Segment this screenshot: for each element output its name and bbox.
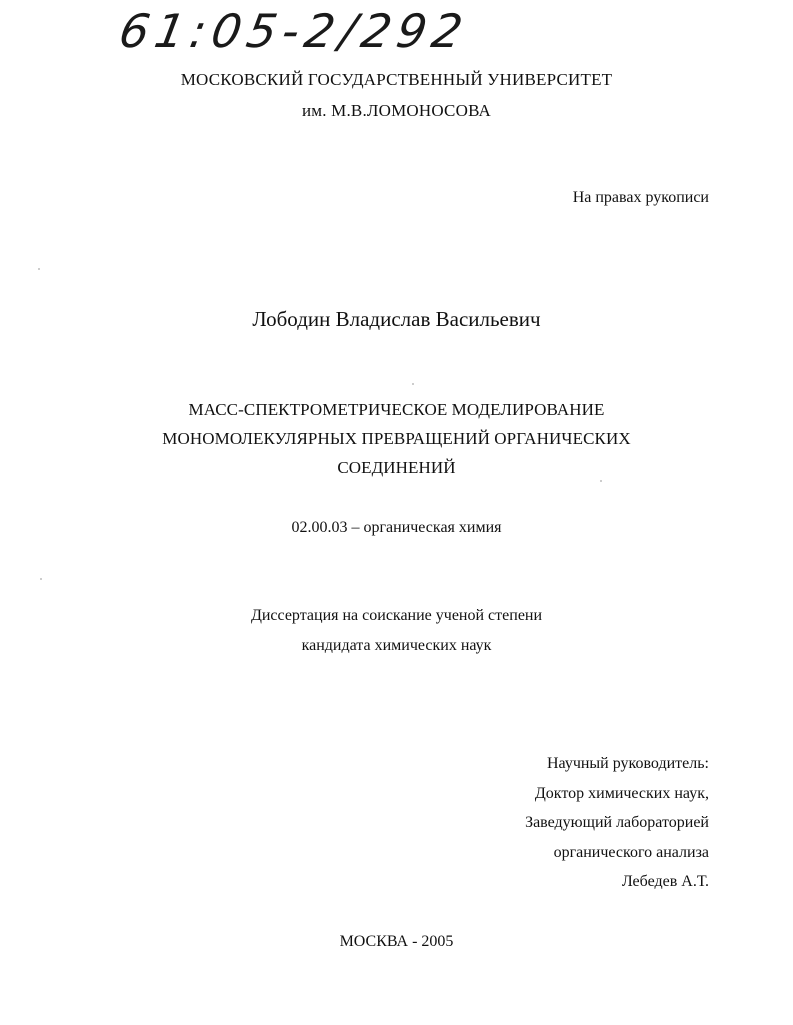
degree-line-1: Диссертация на соискание ученой степени [250,607,543,624]
supervisor-label: Научный руководитель: [546,755,709,772]
supervisor-name: Лебедев А.Т. [621,873,709,890]
specialty-code: 02.00.03 – органическая химия [291,519,502,536]
manuscript-rights-note: На правах рукописи [572,189,709,206]
scan-speck [600,480,602,482]
university-name: МОСКОВСКИЙ ГОСУДАРСТВЕННЫЙ УНИВЕРСИТЕТ [180,70,613,89]
supervisor-position: Заведующий лабораторией [525,814,709,831]
supervisor-lab: органического анализа [553,844,709,861]
handwritten-catalog-code: 61:05-2/292 [115,4,473,58]
degree-line-2: кандидата химических наук [301,637,492,654]
supervisor-degree: Доктор химических наук, [534,785,709,802]
scan-speck [38,268,40,270]
scan-speck [412,383,414,385]
city-year: МОСКВА - 2005 [339,933,454,950]
thesis-title-line-1: МАСС-СПЕКТРОМЕТРИЧЕСКОЕ МОДЕЛИРОВАНИЕ [188,400,605,419]
scan-speck [40,578,42,580]
thesis-title-line-2: МОНОМОЛЕКУЛЯРНЫХ ПРЕВРАЩЕНИЙ ОРГАНИЧЕСКИХ [162,429,631,448]
author-name: Лободин Владислав Васильевич [252,307,541,331]
thesis-title-line-3: СОЕДИНЕНИЙ [337,458,456,477]
university-named-after: им. М.В.ЛОМОНОСОВА [301,101,492,120]
